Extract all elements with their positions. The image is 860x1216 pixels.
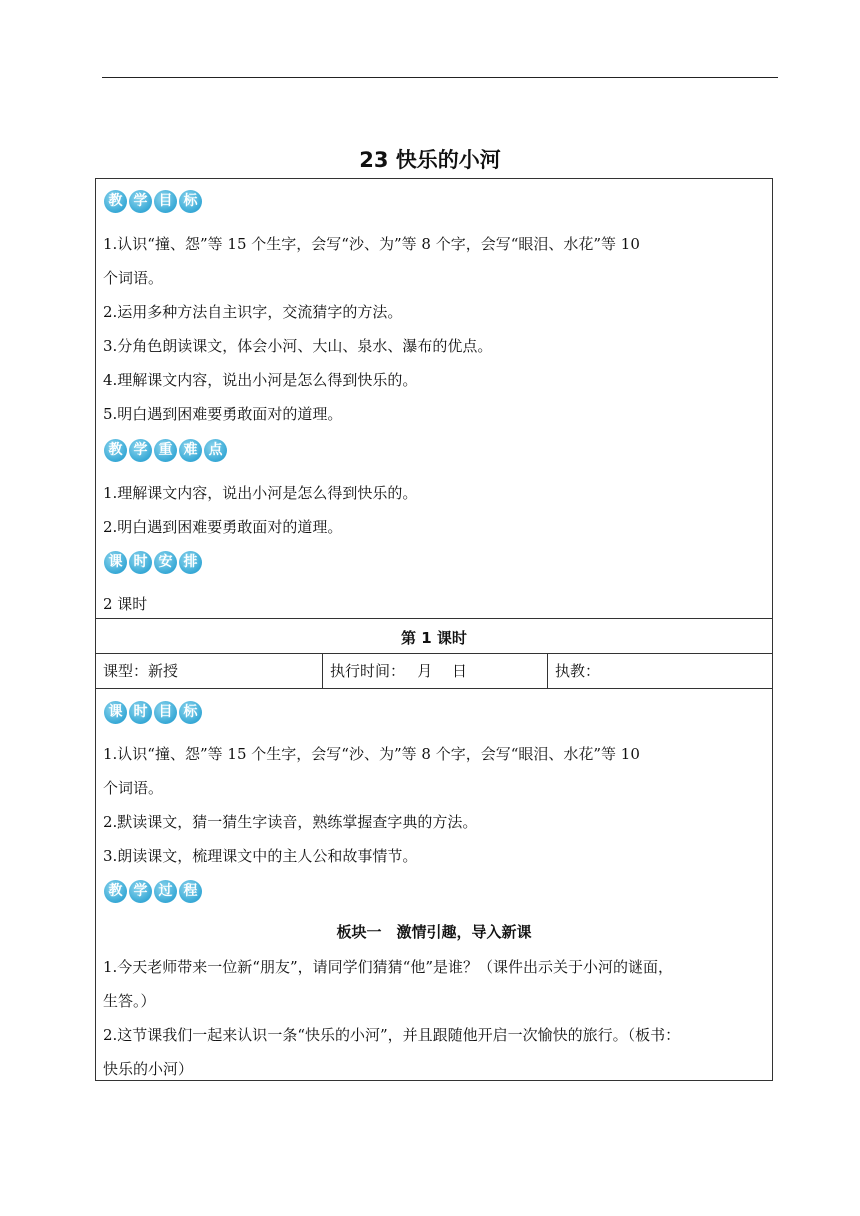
badge-char: 安	[154, 551, 177, 574]
schedule-badge	[104, 551, 202, 574]
badge-char: 目	[154, 701, 177, 724]
badge-char: 教	[104, 880, 127, 903]
goal-line: 2.运用多种方法自主识字，交流猜字的方法。	[103, 303, 403, 321]
badge-char: 目	[154, 190, 177, 213]
key-points-badge	[104, 439, 227, 462]
badge-char: 课	[104, 551, 127, 574]
process-line: 生答。）	[103, 992, 156, 1010]
key-point-line: 1.理解课文内容，说出小河是怎么得到快乐的。	[103, 484, 418, 502]
badge-char: 教	[104, 439, 127, 462]
badge-char: 程	[179, 880, 202, 903]
lesson-type-cell: 课型：新授	[103, 662, 179, 680]
page-title: 23 快乐的小河	[359, 148, 501, 172]
goal-line: 1.认识“撞、怨”等 15 个生字，会写“沙、为”等 8 个字，会写“眼泪、水花”等 10	[103, 235, 640, 253]
process-line: 1.今天老师带来一位新“朋友”，请同学们猜猜“他”是谁？（课件出示关于小河的谜面，	[103, 958, 673, 976]
badge-char: 时	[129, 551, 152, 574]
badge-char: 学	[129, 190, 152, 213]
lesson-goals-badge	[104, 701, 202, 724]
badge-char: 标	[179, 190, 202, 213]
badge-char: 时	[129, 701, 152, 724]
badge-char: 学	[129, 880, 152, 903]
key-point-line: 2.明白遇到困难要勇敢面对的道理。	[103, 518, 343, 536]
badge-char: 教	[104, 190, 127, 213]
process-line: 2.这节课我们一起来认识一条“快乐的小河”，并且跟随他开启一次愉快的旅行。（板书：	[103, 1026, 681, 1044]
teaching-process-badge	[104, 880, 202, 903]
lesson-info-row	[96, 654, 772, 689]
badge-char: 标	[179, 701, 202, 724]
lesson-goal-line: 1.认识“撞、怨”等 15 个生字，会写“沙、为”等 8 个字，会写“眼泪、水花”等 10	[103, 745, 640, 763]
badge-char: 难	[179, 439, 202, 462]
overview-section	[96, 179, 772, 619]
lesson-heading: 第 1 课时	[401, 629, 467, 647]
lesson-body-section	[96, 689, 772, 1080]
goal-line: 4.理解课文内容，说出小河是怎么得到快乐的。	[103, 371, 418, 389]
schedule-text: 2 课时	[103, 595, 148, 613]
lesson-goal-line: 个词语。	[103, 779, 164, 797]
badge-char: 课	[104, 701, 127, 724]
lesson-goal-line: 2.默读课文，猜一猜生字读音，熟练掌握查字典的方法。	[103, 813, 478, 831]
teaching-goals-badge	[104, 190, 202, 213]
execution-time-cell: 执行时间： 月 日	[330, 662, 468, 680]
goal-line: 个词语。	[103, 269, 164, 287]
lesson-heading-row	[96, 619, 772, 654]
header-rule	[102, 77, 778, 78]
badge-char: 排	[179, 551, 202, 574]
lesson-plan-table	[95, 178, 773, 1081]
block-title: 板块一 激情引趣，导入新课	[336, 923, 532, 941]
goal-line: 3.分角色朗读课文，体会小河、大山、泉水、瀑布的优点。	[103, 337, 493, 355]
teacher-cell: 执教：	[555, 662, 601, 680]
goal-line: 5.明白遇到困难要勇敢面对的道理。	[103, 405, 343, 423]
badge-char: 重	[154, 439, 177, 462]
process-line: 快乐的小河）	[103, 1060, 194, 1078]
badge-char: 点	[204, 439, 227, 462]
badge-char: 过	[154, 880, 177, 903]
lesson-goal-line: 3.朗读课文，梳理课文中的主人公和故事情节。	[103, 847, 418, 865]
badge-char: 学	[129, 439, 152, 462]
